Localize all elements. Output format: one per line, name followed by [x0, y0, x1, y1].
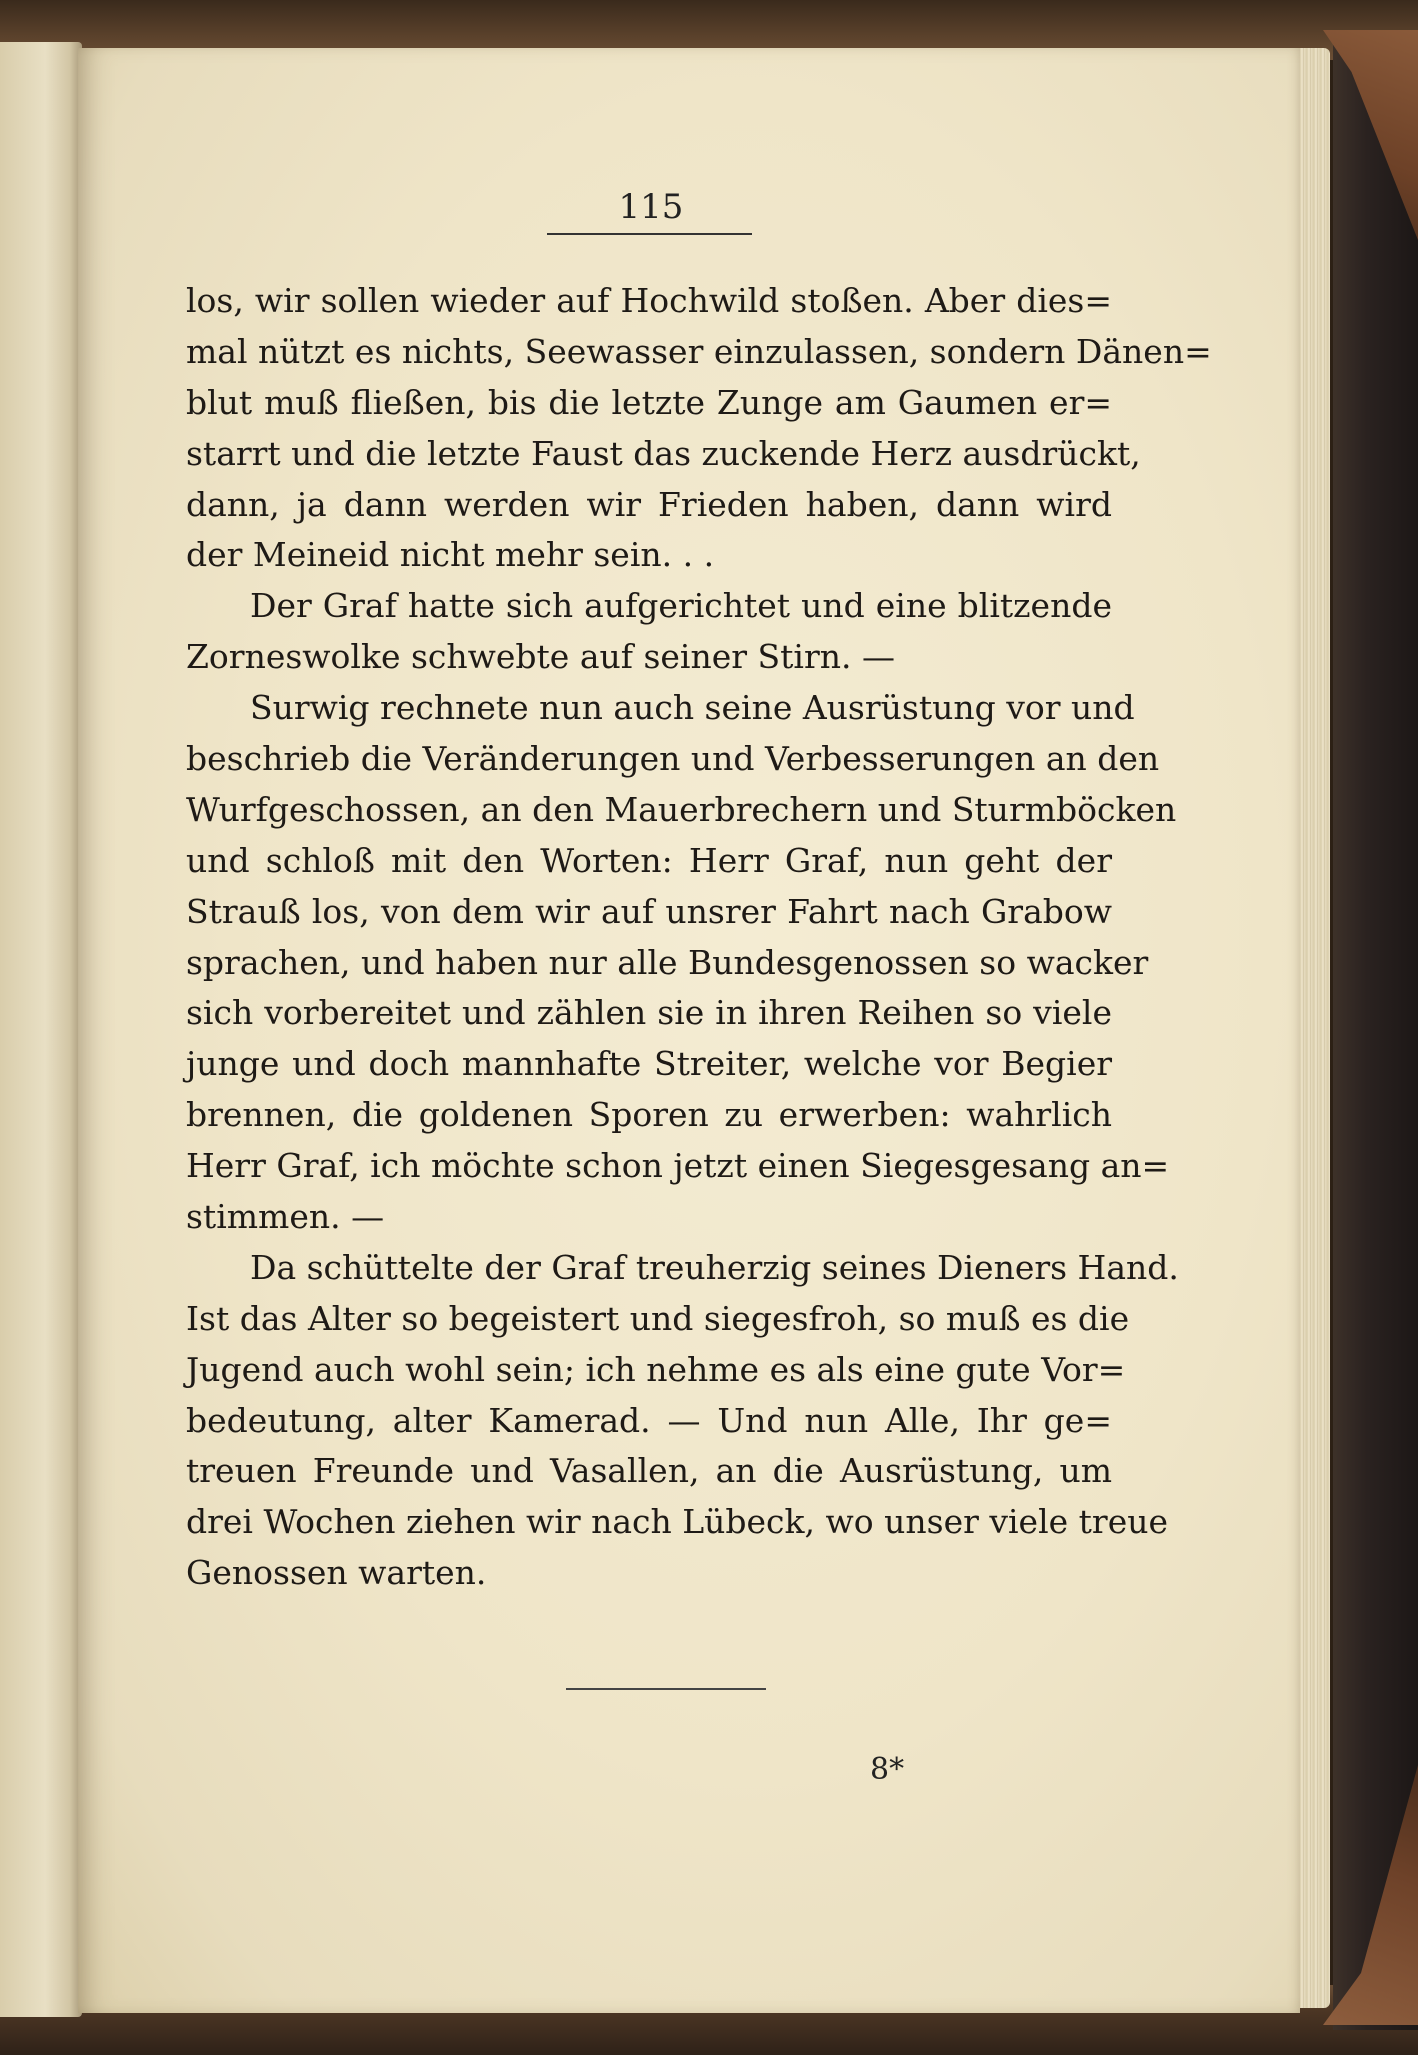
book-cover-spine	[1333, 40, 1418, 2030]
text-line: Der Graf hatte sich aufgerichtet und eine blitzende	[250, 586, 1112, 626]
text-line: und schloß mit den Worten: Herr Graf, nun geht der	[186, 840, 1112, 880]
text-line: Wurfgeschossen, an den Mauerbrechern und Sturmböcken	[186, 789, 1177, 829]
text-line: Strauß los, von dem wir auf unsrer Fahrt nach Grabow	[186, 891, 1112, 931]
header-rule	[547, 233, 752, 235]
text-line: Zorneswolke schwebte auf seiner Stirn. —	[186, 637, 895, 677]
text-line: stimmen. —	[186, 1197, 385, 1237]
text-line: dann, ja dann werden wir Frieden haben, dann wird	[186, 484, 1112, 524]
text-line: brennen, die goldenen Sporen zu erwerben: wahrlich	[186, 1095, 1112, 1135]
text-line: Herr Graf, ich möchte schon jetzt einen Siegesgesang an=	[186, 1146, 1170, 1186]
text-line: Genossen warten.	[186, 1553, 487, 1593]
text-line: der Meineid nicht mehr sein. . .	[186, 535, 715, 575]
text-line: beschrieb die Veränderungen und Verbesserungen an den	[186, 739, 1160, 779]
text-line: bedeutung, alter Kamerad. — Und nun Alle, Ihr ge=	[186, 1400, 1112, 1440]
text-line: los, wir sollen wieder auf Hochwild stoßen. Aber dies=	[186, 281, 1112, 320]
page-number: 115	[618, 187, 684, 227]
text-line: Ist das Alter so begeistert und siegesfroh, so muß es die	[186, 1298, 1130, 1338]
text-line: Jugend auch wohl sein; ich nehme es als eine gute Vor=	[186, 1349, 1126, 1389]
footer-rule	[566, 1688, 766, 1690]
text-line: sprachen, und haben nur alle Bundesgenossen so wacker	[186, 942, 1149, 982]
body-text	[186, 276, 1212, 1599]
text-line: mal nützt es nichts, Seewasser einzulassen, sondern Dänen=	[186, 331, 1212, 371]
signature-mark: 8*	[870, 1752, 905, 1787]
text-line: junge und doch mannhafte Streiter, welche vor Begier	[186, 1044, 1112, 1084]
text-line: Da schüttelte der Graf treuherzig seines Dieners Hand.	[250, 1247, 1179, 1287]
text-line: Surwig rechnete nun auch seine Ausrüstung vor und	[250, 688, 1135, 728]
text-line: drei Wochen ziehen wir nach Lübeck, wo unser viele treue	[186, 1502, 1169, 1542]
text-line: starrt und die letzte Faust das zuckende Herz ausdrückt,	[186, 433, 1141, 473]
text-line: sich vorbereitet und zählen sie in ihren Reihen so viele	[186, 993, 1112, 1033]
text-line: treuen Freunde und Vasallen, an die Ausrüstung, um	[186, 1451, 1112, 1491]
text-line: blut muß fließen, bis die letzte Zunge am Gaumen er=	[186, 382, 1112, 422]
facing-page-edge	[0, 42, 82, 2017]
